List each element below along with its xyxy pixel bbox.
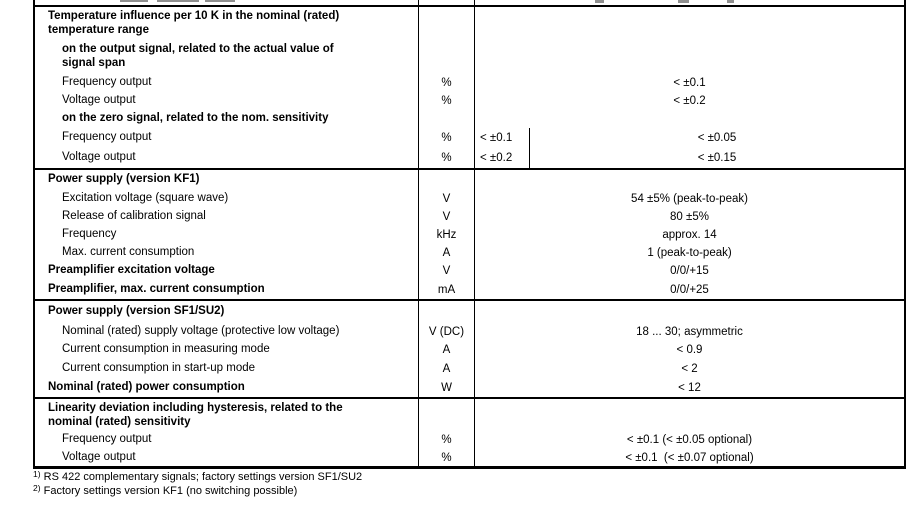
footnote-marker: 2) bbox=[33, 483, 41, 493]
spec-row bbox=[35, 359, 904, 378]
spec-label: Frequency output bbox=[62, 433, 152, 446]
spec-row bbox=[35, 208, 904, 226]
spec-label: on the output signal, related to the actual value of signal span bbox=[62, 43, 334, 69]
spec-value-right: < ±0.05 bbox=[697, 132, 737, 144]
spec-unit: V (DC) bbox=[418, 322, 475, 341]
spec-value: < 12 bbox=[678, 381, 701, 394]
spec-label: Frequency bbox=[62, 228, 117, 241]
spec-unit bbox=[418, 7, 475, 40]
clipped-text-remnant bbox=[727, 0, 734, 3]
spec-row bbox=[35, 399, 904, 431]
spec-unit: A bbox=[418, 341, 475, 359]
spec-value: < ±0.1 bbox=[673, 77, 706, 89]
spec-row bbox=[35, 262, 904, 280]
spec-value-split bbox=[475, 128, 904, 148]
spec-value: 80 ±5% bbox=[670, 211, 709, 223]
spec-row bbox=[35, 322, 904, 341]
spec-row bbox=[35, 170, 904, 190]
column-divider bbox=[474, 0, 475, 5]
footnote-marker: 1) bbox=[33, 469, 41, 479]
spec-label: Release of calibration signal bbox=[62, 210, 206, 223]
section-temperature-influence bbox=[35, 7, 904, 170]
spec-table bbox=[33, 0, 906, 469]
spec-row bbox=[35, 148, 904, 168]
spec-value: 54 ±5% (peak-to-peak) bbox=[631, 193, 748, 205]
spec-row bbox=[35, 7, 904, 40]
spec-label: Temperature influence per 10 K in the nominal (rated) temperature range bbox=[48, 10, 340, 36]
spec-label: Preamplifier, max. current consumption bbox=[48, 282, 265, 295]
spec-label: Nominal (rated) supply voltage (protective low voltage) bbox=[62, 324, 340, 337]
spec-row bbox=[35, 301, 904, 322]
spec-value: 1 (peak-to-peak) bbox=[647, 247, 732, 259]
spec-value-left: < ±0.2 bbox=[475, 148, 530, 168]
spec-row bbox=[35, 431, 904, 449]
spec-row bbox=[35, 280, 904, 299]
spec-unit: V bbox=[418, 208, 475, 226]
spec-value: < ±0.1 (< ±0.05 optional) bbox=[626, 434, 753, 446]
spec-unit: % bbox=[418, 92, 475, 109]
spec-label: Voltage output bbox=[62, 93, 136, 106]
spec-value: < 0.9 bbox=[676, 344, 703, 356]
footnote bbox=[33, 485, 297, 497]
spec-unit: % bbox=[418, 74, 475, 92]
spec-label: Max. current consumption bbox=[62, 246, 195, 259]
spec-value: 0/0/+15 bbox=[670, 265, 709, 277]
footnote-text: RS 422 complementary signals; factory settings version SF1/SU2 bbox=[43, 471, 363, 483]
spec-label: Preamplifier excitation voltage bbox=[48, 264, 215, 277]
spec-label: Current consumption in start-up mode bbox=[62, 361, 256, 374]
spec-unit bbox=[418, 40, 475, 74]
spec-label: Linearity deviation including hysteresis, related to the nominal (rated) sensitivity bbox=[48, 402, 343, 428]
spec-row bbox=[35, 449, 904, 466]
spec-row bbox=[35, 190, 904, 208]
clipped-text-remnant bbox=[120, 0, 148, 2]
spec-row bbox=[35, 40, 904, 74]
spec-unit: V bbox=[418, 262, 475, 280]
spec-unit bbox=[418, 399, 475, 431]
spec-value-left: < ±0.1 bbox=[475, 128, 530, 148]
column-divider bbox=[418, 0, 419, 5]
spec-value: 18 ... 30; asymmetric bbox=[636, 325, 743, 338]
spec-unit bbox=[418, 301, 475, 322]
clipped-top-row bbox=[35, 0, 904, 7]
spec-row bbox=[35, 92, 904, 109]
section-power-supply-sf1-su2 bbox=[35, 301, 904, 399]
spec-value: < ±0.2 bbox=[673, 94, 706, 107]
spec-value: 0/0/+25 bbox=[670, 283, 709, 296]
spec-row bbox=[35, 109, 904, 128]
spec-row bbox=[35, 341, 904, 359]
spec-unit: % bbox=[418, 449, 475, 466]
spec-unit: A bbox=[418, 244, 475, 262]
spec-unit: mA bbox=[418, 280, 475, 299]
spec-unit: W bbox=[418, 378, 475, 397]
section-power-supply-kf1 bbox=[35, 170, 904, 301]
clipped-text-remnant bbox=[595, 0, 604, 3]
spec-row bbox=[35, 74, 904, 92]
footnote-text: Factory settings version KF1 (no switching possible) bbox=[43, 485, 298, 497]
spec-label: Frequency output bbox=[62, 131, 152, 144]
spec-row bbox=[35, 226, 904, 244]
spec-unit: kHz bbox=[418, 226, 475, 244]
spec-value-right: < ±0.15 bbox=[697, 152, 737, 164]
spec-value: approx. 14 bbox=[662, 229, 717, 241]
clipped-text-remnant bbox=[205, 0, 235, 2]
spec-label: Excitation voltage (square wave) bbox=[62, 192, 229, 205]
spec-unit: A bbox=[418, 359, 475, 378]
spec-label: Power supply (version SF1/SU2) bbox=[48, 304, 225, 317]
spec-label: Voltage output bbox=[62, 151, 136, 164]
spec-value: < ±0.1 (< ±0.07 optional) bbox=[625, 451, 754, 464]
spec-row bbox=[35, 128, 904, 148]
spec-label: Current consumption in measuring mode bbox=[62, 343, 270, 356]
spec-label: Frequency output bbox=[62, 76, 152, 89]
clipped-text-remnant bbox=[678, 0, 689, 3]
spec-label: on the zero signal, related to the nom. sensitivity bbox=[62, 111, 329, 124]
spec-value: < 2 bbox=[681, 362, 698, 375]
spec-label: Power supply (version KF1) bbox=[48, 173, 200, 186]
spec-unit: % bbox=[418, 148, 475, 168]
spec-unit: V bbox=[418, 190, 475, 208]
footnote bbox=[33, 471, 362, 483]
spec-row bbox=[35, 244, 904, 262]
spec-unit: % bbox=[418, 128, 475, 148]
clipped-text-remnant bbox=[157, 0, 199, 2]
spec-unit: % bbox=[418, 431, 475, 449]
spec-value-split bbox=[475, 148, 904, 168]
spec-label: Nominal (rated) power consumption bbox=[48, 380, 245, 393]
section-linearity-deviation bbox=[35, 399, 904, 466]
spec-row bbox=[35, 378, 904, 397]
spec-unit bbox=[418, 170, 475, 190]
spec-label: Voltage output bbox=[62, 450, 136, 463]
spec-unit bbox=[418, 109, 475, 128]
